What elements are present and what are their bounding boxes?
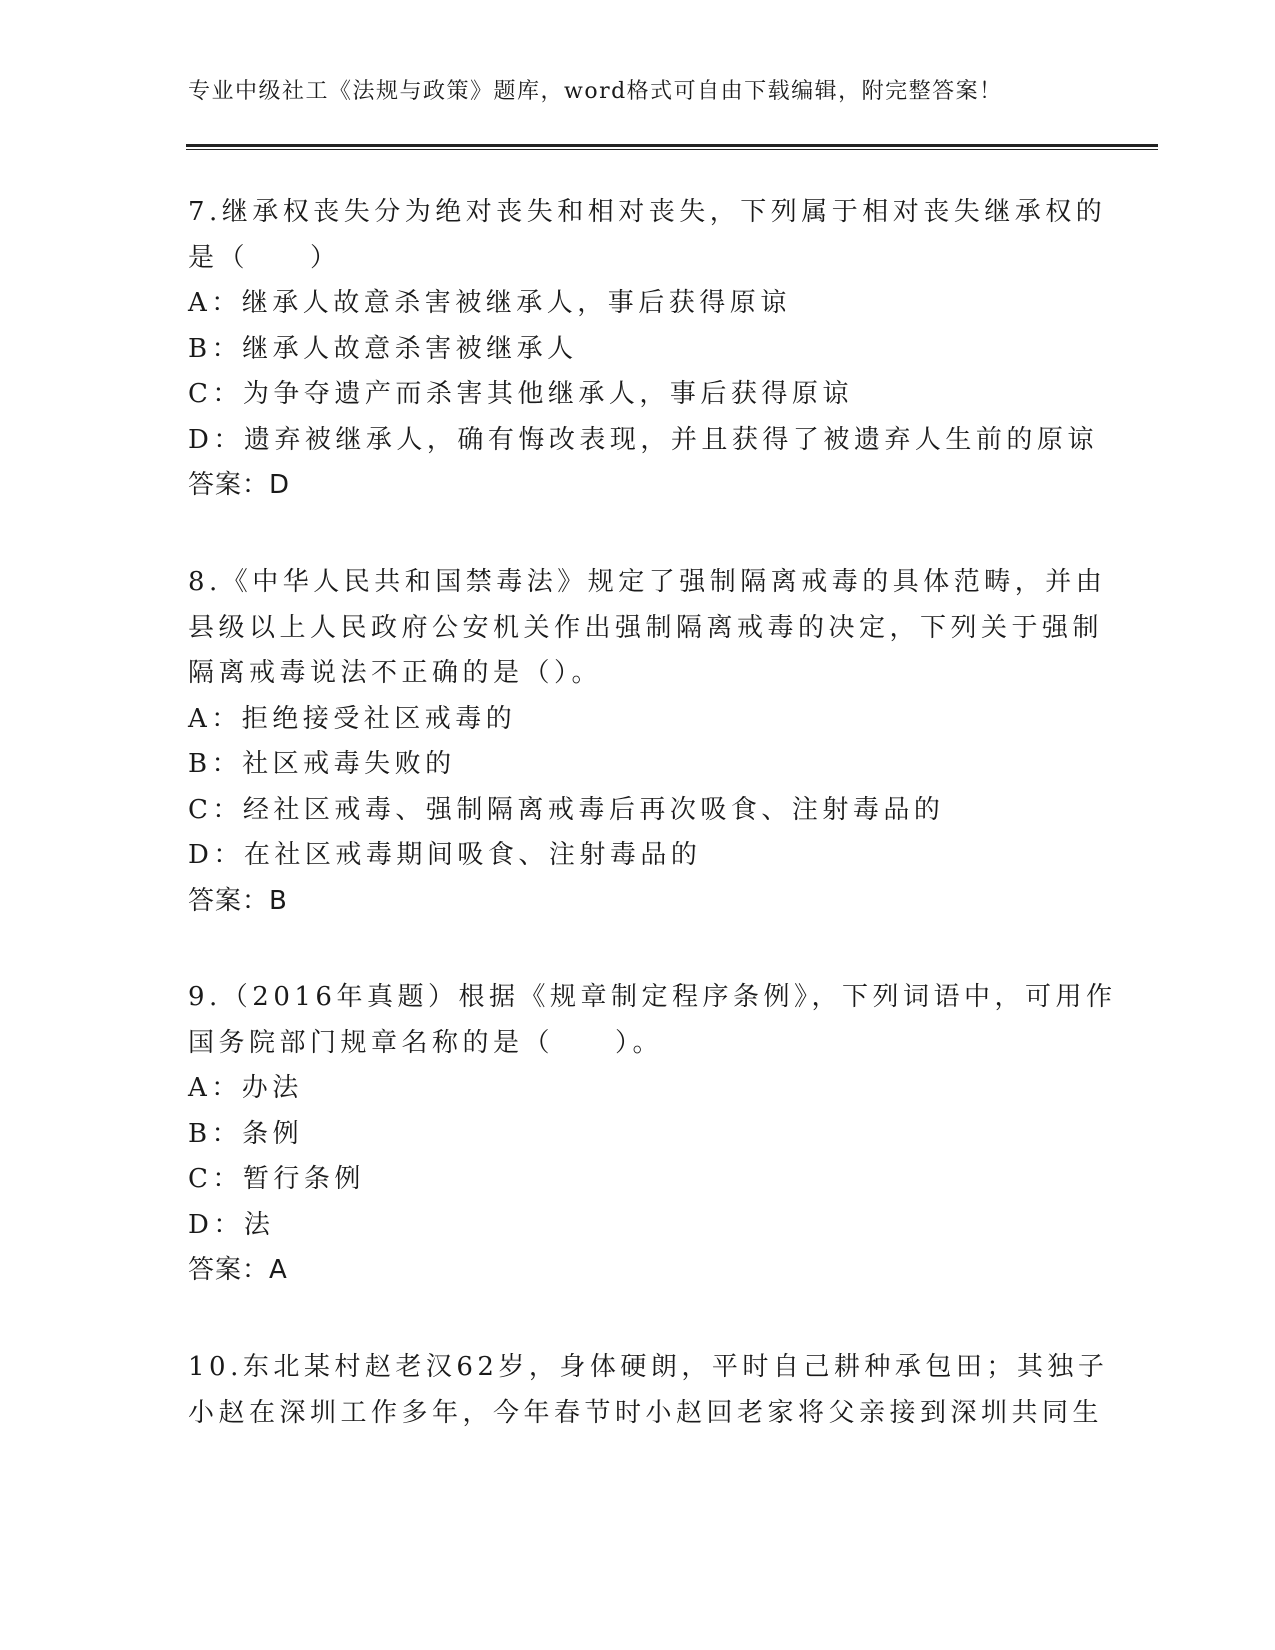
answer-value: A: [269, 1255, 287, 1285]
question-stem-line: 是（ ）: [188, 242, 341, 273]
option-d: D：法: [188, 1209, 275, 1240]
answer-label: 答案：: [188, 1255, 270, 1285]
question-10: [188, 1345, 1109, 1436]
answer: [188, 879, 1068, 925]
question-8: [188, 560, 1107, 924]
option-b: B：社区戒毒失败的: [188, 749, 456, 779]
option-a: A：继承人故意杀害被继承人，事后获得原谅: [188, 288, 791, 318]
option-d: D：在社区戒毒期间吸食、注射毒品的: [188, 840, 702, 870]
answer-value: D: [269, 470, 290, 500]
question-stem-line: 10.东北某村赵老汉62岁，身体硬朗，平时自己耕种承包田；其独子: [188, 1352, 1109, 1382]
option-a: A：办法: [188, 1073, 303, 1103]
answer: [188, 1248, 1068, 1294]
question-stem-line: 小赵在深圳工作多年，今年春节时小赵回老家将父亲接到深圳共同生: [188, 1397, 1104, 1428]
answer-label: 答案：: [188, 885, 270, 916]
option-a: A：拒绝接受社区戒毒的: [188, 703, 517, 734]
answer-label: 答案：: [188, 470, 270, 500]
header-divider: [186, 144, 1158, 147]
answer: [188, 463, 1068, 509]
option-b: B：条例: [188, 1118, 304, 1149]
option-c: C：经社区戒毒、强制隔离戒毒后再次吸食、注射毒品的: [188, 794, 945, 825]
question-stem-line: 隔离戒毒说法不正确的是（）。: [188, 658, 603, 688]
question-stem-line: 县级以上人民政府公安机关作出强制隔离戒毒的决定，下列关于强制: [188, 612, 1104, 643]
option-d: D：遗弃被继承人，确有悔改表现，并且获得了被遗弃人生前的原谅: [188, 424, 1098, 455]
question-7: [188, 190, 1107, 509]
question-stem-line: 国务院部门规章名称的是（ ）。: [188, 1027, 664, 1058]
page-header: 专业中级社工《法规与政策》题库，word格式可自由下载编辑，附完整答案！: [188, 79, 1003, 104]
option-b: B：继承人故意杀害被继承人: [188, 333, 578, 364]
question-stem-line: 9.（2016年真题）根据《规章制定程序条例》，下列词语中，可用作: [188, 982, 1117, 1012]
option-c: C：为争夺遗产而杀害其他继承人，事后获得原谅: [188, 379, 853, 409]
question-stem-line: 8.《中华人民共和国禁毒法》规定了强制隔离戒毒的具体范畴，并由: [188, 567, 1107, 597]
option-c: C：暂行条例: [188, 1164, 365, 1194]
question-9: [188, 975, 1117, 1294]
answer-value: B: [269, 885, 287, 916]
question-stem-line: 7.继承权丧失分为绝对丧失和相对丧失，下列属于相对丧失继承权的: [188, 197, 1107, 227]
